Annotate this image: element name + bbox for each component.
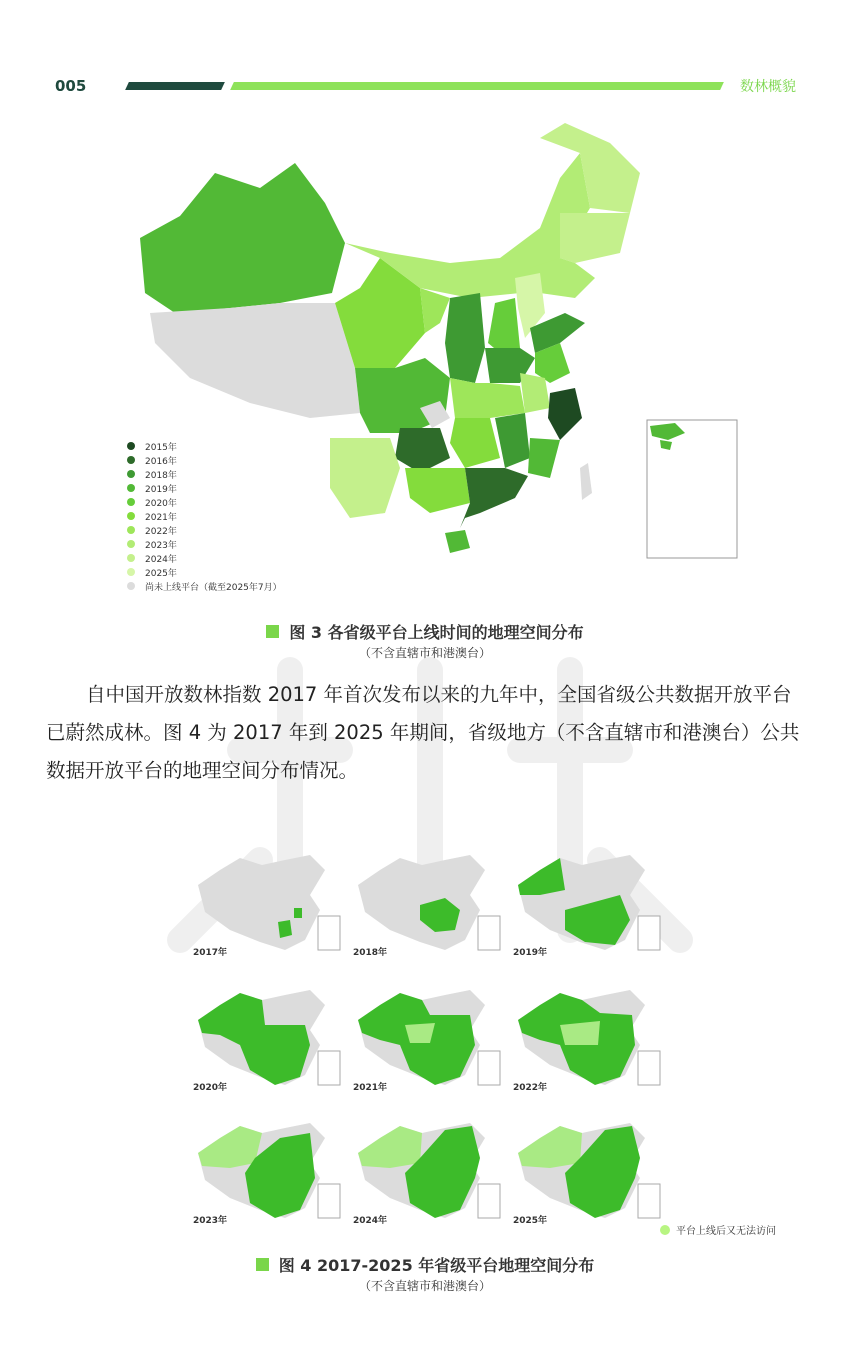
note-swatch [660,1225,670,1235]
map-tile-2025 [510,1118,680,1228]
header-rule-light [230,82,724,90]
map-tile-2019 [510,850,680,960]
map-tile-2022 [510,985,680,1095]
legend-item: 2025年 [127,565,282,579]
tile-map [190,1118,360,1228]
legend-swatch [127,442,135,450]
caption-marker [256,1258,269,1271]
tile-map [510,1118,680,1228]
legend-item: 2022年 [127,523,282,537]
tile-year-label: 2019年 [513,948,548,958]
tile-year-label: 2021年 [353,1083,388,1093]
map-tile-2021 [350,985,520,1095]
legend-item: 2024年 [127,551,282,565]
body-paragraph: 自中国开放数林指数 2017 年首次发布以来的九年中，全国省级公共数据开放平台已蔚然成林。图 4 为 2017 年到 2025 年期间，省级地方（不含直辖市和港澳台）公共数据开放平台的地理空间分布情况。 [46,683,800,782]
legend-item: 2018年 [127,467,282,481]
section-title: 数林概貌 [740,79,796,95]
region-shaanxi [445,293,485,383]
tile-map [350,1118,520,1228]
legend-swatch [127,470,135,478]
figure3-caption: 图 3 各省级平台上线时间的地理空间分布 [0,620,850,643]
tile-map [350,850,520,960]
tile-year-label: 2018年 [353,948,388,958]
tile-map [190,985,360,1095]
tile-map [190,850,360,960]
figure4-caption: 图 4 2017-2025 年省级平台地理空间分布 [0,1253,850,1276]
region-guangdong [460,468,528,528]
tile-map [510,985,680,1095]
legend-item: 2021年 [127,509,282,523]
region-tibet [150,303,360,418]
legend-item: 尚未上线平台（截至2025年7月） [127,579,282,593]
tile-year-label: 2022年 [513,1083,548,1093]
map-tile-2024 [350,1118,520,1228]
region-jiangxi [495,413,530,468]
legend-swatch [127,540,135,548]
figure3-subcaption: （不含直辖市和港澳台） [358,646,491,660]
region-fujian [528,438,560,478]
header-rule-dark [125,82,225,90]
figure3-legend [127,439,282,593]
tile-year-label: 2017年 [193,948,228,958]
tile-map [350,985,520,1095]
region-yunnan [330,438,400,518]
figure4-note: 平台上线后又无法访问 [660,1222,776,1237]
region-shanxi [488,298,520,353]
legend-swatch [127,498,135,506]
region-hainan [445,530,470,553]
legend-item: 2019年 [127,481,282,495]
region-xinjiang [140,163,345,313]
legend-swatch [127,456,135,464]
tile-year-label: 2020年 [193,1083,228,1093]
legend-swatch [127,512,135,520]
region-zhejiang [548,388,582,440]
map-tile-2023 [190,1118,360,1228]
figure4-subcaption: （不含直辖市和港澳台） [358,1279,491,1293]
map-tile-2020 [190,985,360,1095]
legend-item: 2015年 [127,439,282,453]
tile-year-label: 2024年 [353,1216,388,1226]
map-tile-2017 [190,850,360,960]
legend-swatch [127,554,135,562]
region-guizhou [395,428,450,473]
tile-map [510,850,680,960]
legend-swatch [127,484,135,492]
legend-item: 2020年 [127,495,282,509]
region-hunan [450,418,500,468]
legend-swatch [127,568,135,576]
region-jilin [560,213,630,263]
map-tile-2018 [350,850,520,960]
page-number: 005 [55,77,87,95]
tile-year-label: 2023年 [193,1216,228,1226]
legend-swatch [127,526,135,534]
legend-swatch [127,582,135,590]
region-guangxi [405,468,470,513]
legend-item: 2016年 [127,453,282,467]
legend-item: 2023年 [127,537,282,551]
region-taiwan [580,463,592,500]
region-hubei [450,378,525,418]
tile-year-label: 2025年 [513,1216,548,1226]
